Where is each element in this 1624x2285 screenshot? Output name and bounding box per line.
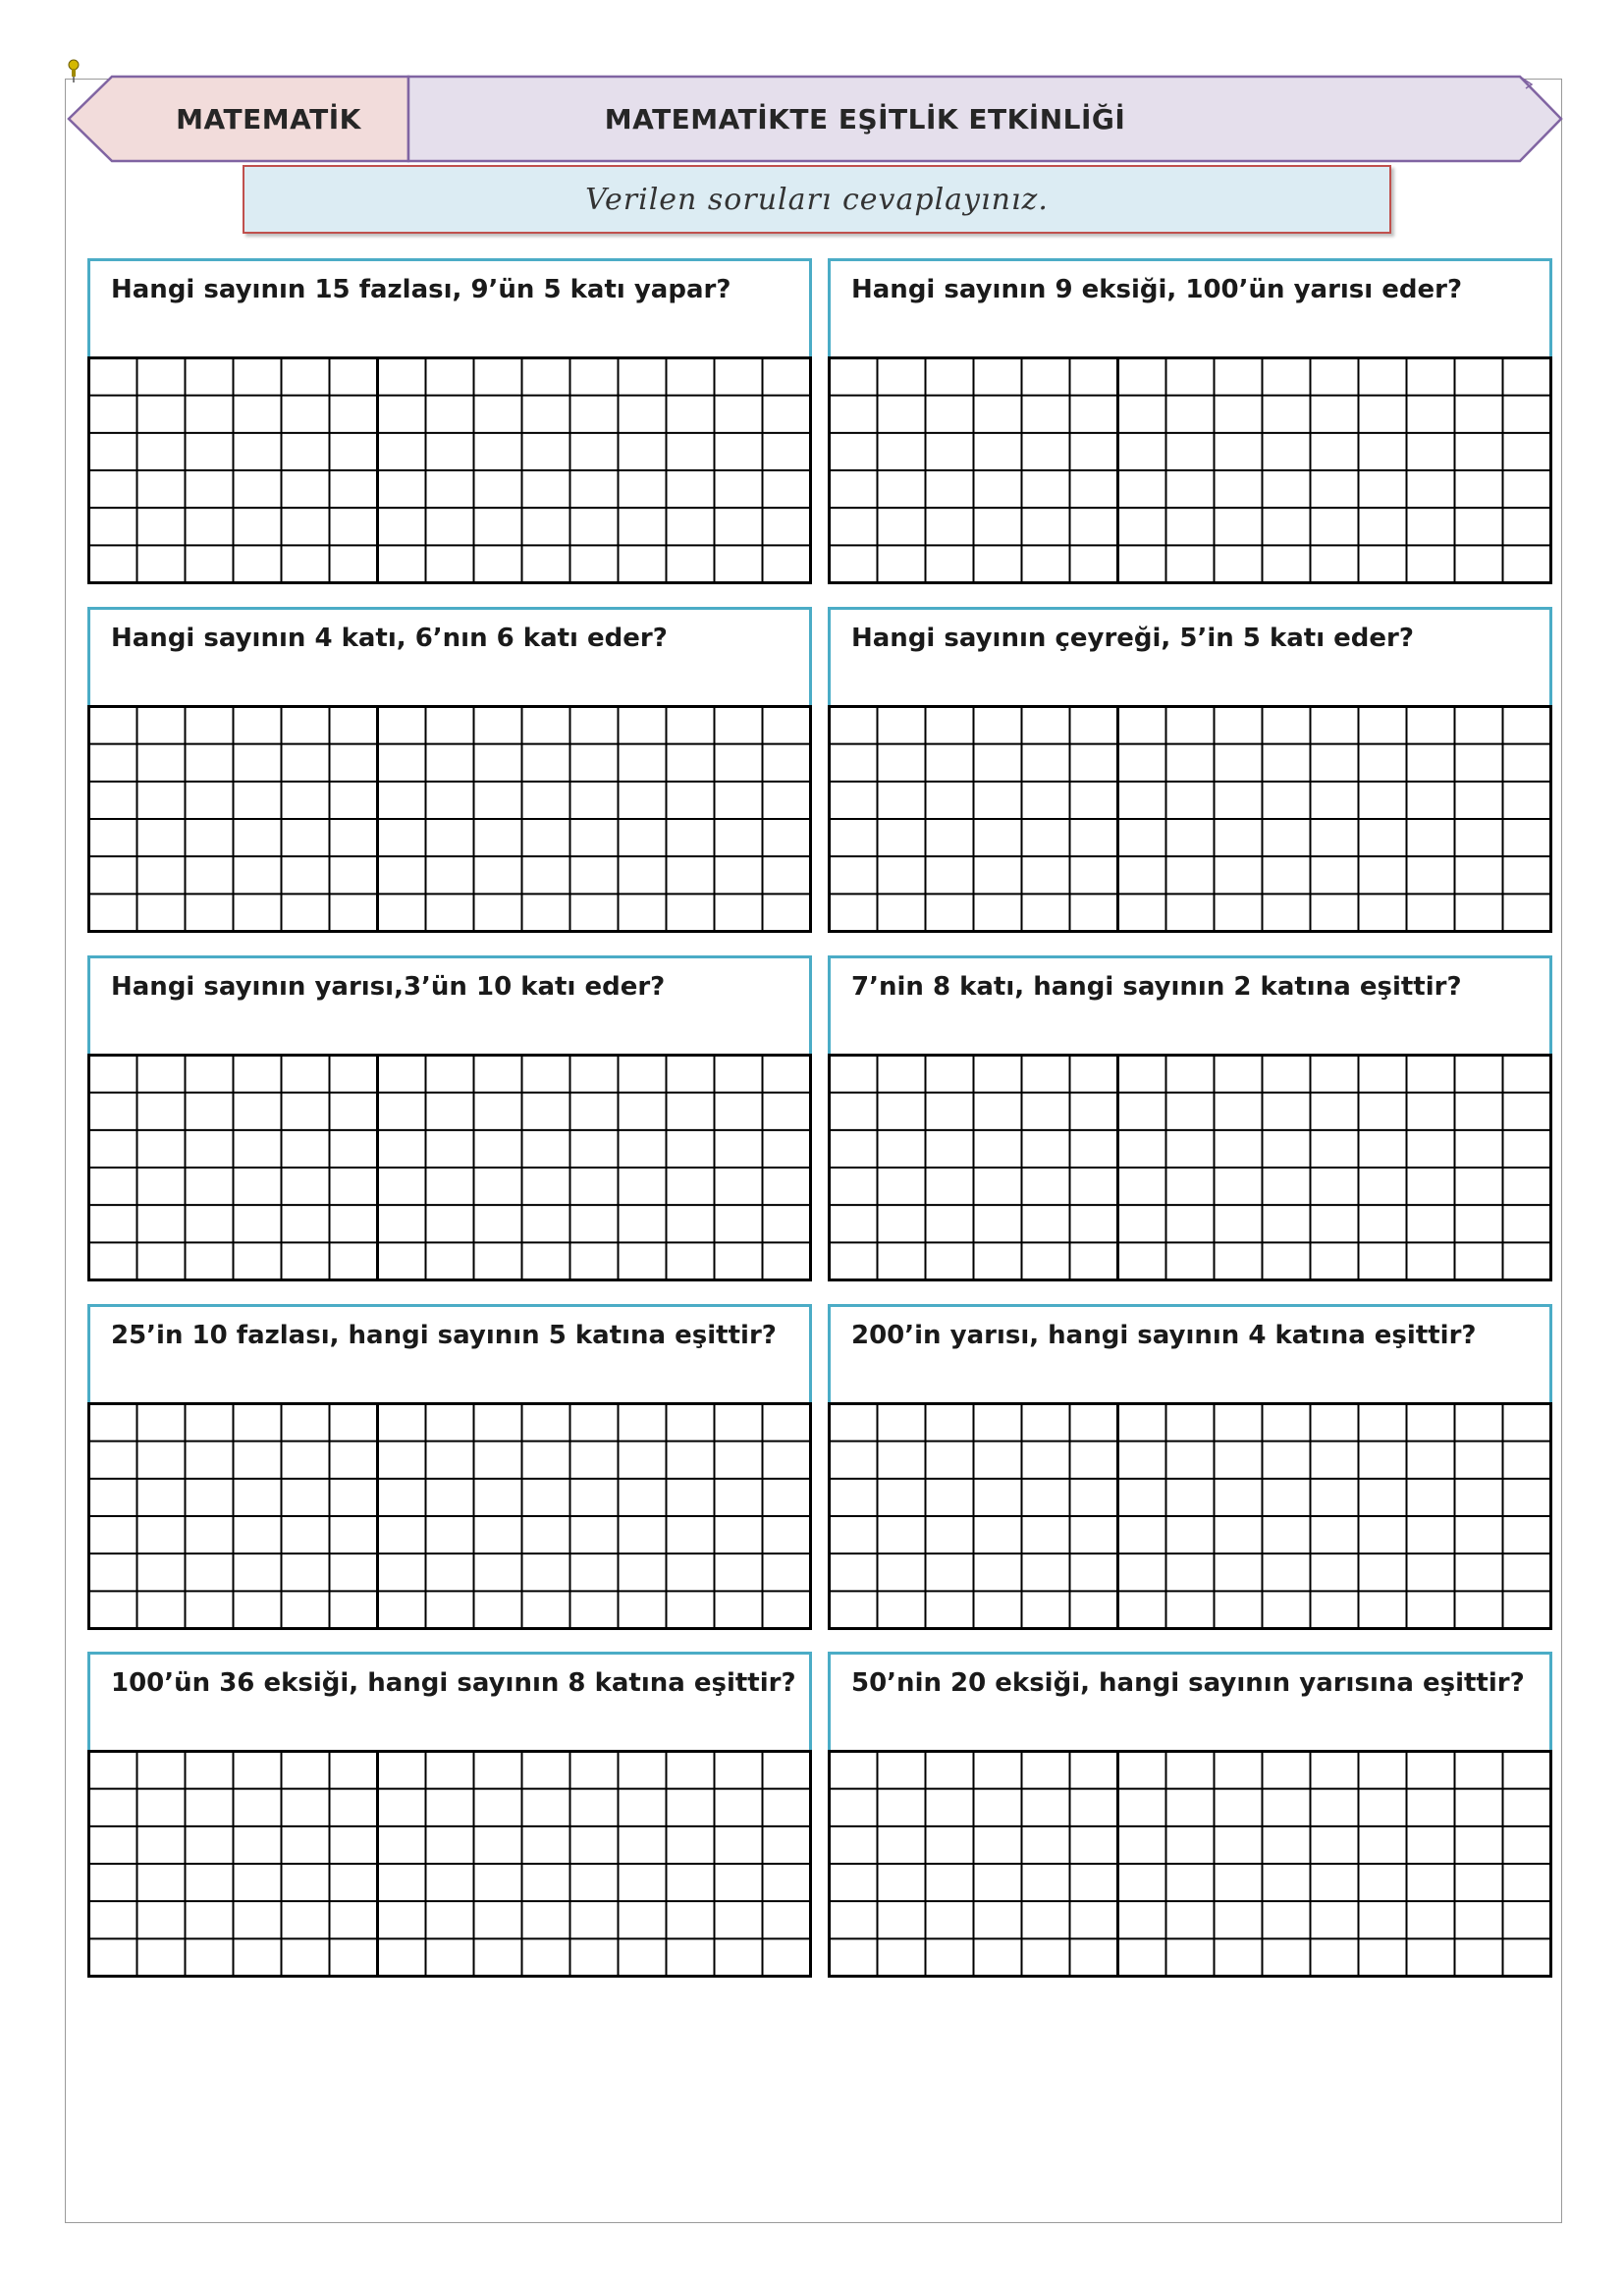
- question-header: [87, 258, 812, 356]
- question-text: Hangi sayının yarısı,3’ün 10 katı eder?: [111, 972, 666, 1002]
- question-text: Hangi sayının 9 eksiği, 100’ün yarısı eder?: [851, 275, 1463, 304]
- question-card: [87, 955, 812, 1281]
- question-card: [828, 955, 1552, 1281]
- answer-grid[interactable]: [828, 356, 1552, 584]
- question-header: [828, 258, 1552, 356]
- answer-grid[interactable]: [87, 1750, 812, 1978]
- header-banner: [65, 75, 1564, 163]
- question-card: [828, 1652, 1552, 1978]
- worksheet-title: MATEMATİKTE EŞİTLİK ETKİNLİĞİ: [604, 102, 1126, 136]
- question-header: [87, 1652, 812, 1750]
- answer-grid[interactable]: [87, 356, 812, 584]
- subject-label: MATEMATİK: [176, 102, 361, 136]
- question-card: [87, 1652, 812, 1978]
- answer-grid[interactable]: [828, 1402, 1552, 1630]
- question-card: [828, 258, 1552, 584]
- question-text: 100’ün 36 eksiği, hangi sayının 8 katına eşittir?: [111, 1668, 796, 1698]
- question-card: [87, 258, 812, 584]
- answer-grid[interactable]: [828, 1054, 1552, 1281]
- question-text: 7’nin 8 katı, hangi sayının 2 katına eşittir?: [851, 972, 1462, 1002]
- answer-grid[interactable]: [87, 1402, 812, 1630]
- question-header: [87, 1304, 812, 1402]
- answer-grid[interactable]: [87, 1054, 812, 1281]
- question-text: Hangi sayının 4 katı, 6’nın 6 katı eder?: [111, 624, 668, 653]
- instruction-box: [243, 165, 1391, 234]
- question-text: 200’in yarısı, hangi sayının 4 katına eşittir?: [851, 1321, 1477, 1350]
- question-card: [87, 1304, 812, 1630]
- instruction-text: Verilen soruları cevaplayınız.: [585, 182, 1049, 217]
- question-text: Hangi sayının çeyreği, 5’in 5 katı eder?: [851, 624, 1414, 653]
- question-header: [87, 607, 812, 705]
- question-text: 25’in 10 fazlası, hangi sayının 5 katına eşittir?: [111, 1321, 777, 1350]
- question-header: [828, 607, 1552, 705]
- question-header: [828, 1652, 1552, 1750]
- question-card: [828, 607, 1552, 933]
- question-header: [87, 955, 812, 1054]
- answer-grid[interactable]: [828, 705, 1552, 933]
- answer-grid[interactable]: [87, 705, 812, 933]
- question-card: [828, 1304, 1552, 1630]
- question-text: 50’nin 20 eksiği, hangi sayının yarısına eşittir?: [851, 1668, 1525, 1698]
- pin-icon: [67, 59, 81, 82]
- answer-grid[interactable]: [828, 1750, 1552, 1978]
- question-text: Hangi sayının 15 fazlası, 9’ün 5 katı yapar?: [111, 275, 731, 304]
- question-header: [828, 1304, 1552, 1402]
- question-card: [87, 607, 812, 933]
- question-header: [828, 955, 1552, 1054]
